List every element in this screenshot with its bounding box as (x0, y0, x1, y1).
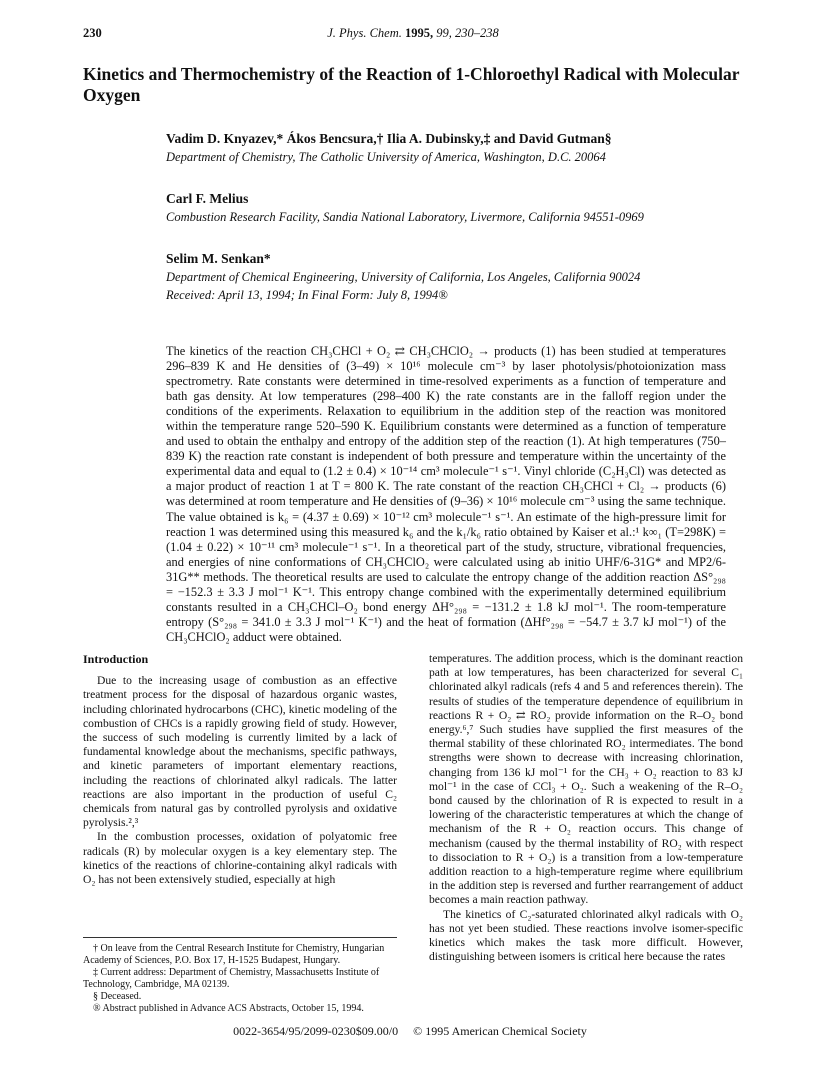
author-names: Carl F. Melius (166, 191, 249, 206)
author-affiliation: Department of Chemical Engineering, University of California, Los Angeles, California 90024 (166, 270, 641, 284)
running-header (83, 26, 743, 44)
article-code: 0022-3654/95/2099-0230$09.00/0 (233, 1024, 399, 1038)
author-names: Selim M. Senkan* (166, 251, 271, 266)
paragraph: In the combustion processes, oxidation of polyatomic free radicals (R) by molecular oxygen is a key elementary step. The kinetics of the reactions of chlorine-containing alkyl radicals with O₂ has not been extensively studied, especially at high (83, 830, 397, 887)
journal-year: 1995, (405, 26, 434, 40)
right-column (429, 652, 743, 964)
paragraph: The kinetics of C₂-saturated chlorinated alkyl radicals with O₂ has not yet been studied. These reactions involve isomer-specific kinetics which makes the task more difficult. However, distinguishing between isomers is critical here because the rates (429, 907, 743, 964)
received-dates: Received: April 13, 1994; In Final Form: July 8, 1994® (166, 288, 448, 302)
paragraph: temperatures. The addition process, which is the dominant reaction path at low temperatures, has been characterized for several C₁ chlorinated alkyl radicals (refs 4 and 5 and references therein). The results of studies of the temperature dependence of equilibrium in reactions R + O₂ ⇄ RO₂ provide information on the R–O₂ bond energy.⁶,⁷ Such studies have supplied the first measures of the thermal stability of these chlorinated RO₂ intermediates. The bond strengths were shown to decrease with increasing chlorination, changing from 136 kJ mol⁻¹ for the CH₃ + O₂ reaction to 83 kJ mol⁻¹ in the case of CCl₃ + O₂. Such a weakening of the R–O₂ bond caused by the chlorination of R is expected to result in a lowering of the characteristic temperatures at which the change of mechanism of the R + O₂ reaction occurs. This change of mechanism (caused by the thermal instability of RO₂ with respect to dissociation to R + O₂) is a transition from a low-temperature addition reaction to a high-temperature regime where equilibrium in the addition step is reversed and further rearrangement of adduct becomes a main reaction pathway. (429, 652, 743, 907)
author-names: Vadim D. Knyazev,* Ákos Bencsura,† Ilia A. Dubinsky,‡ and David Gutman§ (166, 131, 612, 146)
page-number: 230 (83, 26, 102, 40)
paragraph: Due to the increasing usage of combustion as an effective treatment process for the disposal of hazardous organic wastes, including chlorinated hydrocarbons (CHC), kinetic modeling of the combustion of CHCs is a rapidly growing field of study. However, the success of such modeling is currently limited by a lack of fundamental knowledge about the mechanisms, specific pathways, and kinetic parameters of important elementary reactions, including the reactions of chlorinated alkyl radicals. The latter reactions are also important in the production of useful C₂ chemicals from natural gas by controlled pyrolysis and oxidative pyrolysis.²,³ (83, 674, 397, 830)
journal-name: J. Phys. Chem. (327, 26, 402, 40)
section-heading-introduction: Introduction (83, 652, 149, 666)
footnote: ® Abstract published in Advance ACS Abstracts, October 15, 1994. (93, 1003, 364, 1014)
copyright: © 1995 American Chemical Society (413, 1024, 587, 1038)
footnote-divider (83, 937, 397, 938)
journal-citation (83, 26, 743, 41)
author-group-2 (166, 190, 726, 226)
author-affiliation: Department of Chemistry, The Catholic University of America, Washington, D.C. 20064 (166, 150, 606, 164)
footnotes (83, 937, 397, 1015)
footnote: ‡ Current address: Department of Chemistry, Massachusetts Institute of Technology, Cambridge, MA 02139. (83, 967, 380, 990)
abstract: The kinetics of the reaction CH₃CHCl + O₂ ⇄ CH₃CHClO₂ → products (1) has been studied at temperatures 296–839 K and He densities of (3–49) × 10¹⁶ molecule cm⁻³ by laser photolysis/photoionization mass spectrometry. Rate constants were determined in time-resolved experiments as a function of temperature and bath gas density. At low temperatures (298–400 K) the rate constants are in the falloff region under the conditions of the experiments. Relaxation to equilibrium in the addition step of the reaction was monitored within the temperature range 520–590 K. Equilibrium constants were determined as a function of temperature and used to obtain the enthalpy and entropy of the addition step of the reaction (1). At high temperatures (750–839 K) the reaction rate constant is independent of both pressure and temperature within the uncertainty of the experimental data and equal to (1.2 ± 0.4) × 10⁻¹⁴ cm³ molecule⁻¹ s⁻¹. Vinyl chloride (C₂H₃Cl) was detected as a major product of reaction 1 at T = 800 K. The rate constant of the reaction CH₃CHCl + Cl₂ → products (6) was determined at room temperature and He densities of (9–36) × 10¹⁶ molecule cm⁻³ using the same technique. The value obtained is k₆ = (4.37 ± 0.69) × 10⁻¹² cm³ molecule⁻¹ s⁻¹. An estimate of the high-pressure limit for reaction 1 was determined using this measured k₆ and the k₁/k₆ ratio obtained by Kaiser et al.:¹ k∞₁ (T=298K) = (1.04 ± 0.22) × 10⁻¹¹ cm³ molecule⁻¹ s⁻¹. In a theoretical part of the study, structure, vibrational frequencies, and energies of nine conformations of CH₃CHClO₂ were calculated using ab initio UHF/6-31G* and MP2/6-31G** methods. The theoretical results are used to calculate the entropy change of the addition reaction ΔS°₂₉₈ = −152.3 ± 3.3 J mol⁻¹ K⁻¹. This entropy change combined with the experimentally determined equilibrium constants resulted in a CH₃CHCl–O₂ bond energy ΔH°₂₉₈ = −131.2 ± 1.8 kJ mol⁻¹. The room-temperature entropy (S°₂₉₈ = 341.0 ± 3.3 J mol⁻¹ K⁻¹) and the heat of formation (ΔHf°₂₉₈ = −54.7 ± 3.7 kJ mol⁻¹) of the CH₃CHClO₂ adduct were obtained. (166, 344, 726, 644)
page-footer (0, 1024, 820, 1039)
author-group-3 (166, 250, 726, 304)
journal-volume-pages: 99, 230–238 (436, 26, 499, 40)
article-title: Kinetics and Thermochemistry of the Reaction of 1-Chloroethyl Radical with Molecular Oxygen (83, 64, 740, 105)
author-affiliation: Combustion Research Facility, Sandia National Laboratory, Livermore, California 94551-0969 (166, 210, 644, 224)
footnote: † On leave from the Central Research Institute for Chemistry, Hungarian Academy of Sciences, P.O. Box 17, H-1525 Budapest, Hungary. (83, 943, 385, 966)
footnote: § Deceased. (93, 991, 142, 1002)
author-group-1 (166, 130, 726, 166)
left-column (83, 652, 397, 887)
